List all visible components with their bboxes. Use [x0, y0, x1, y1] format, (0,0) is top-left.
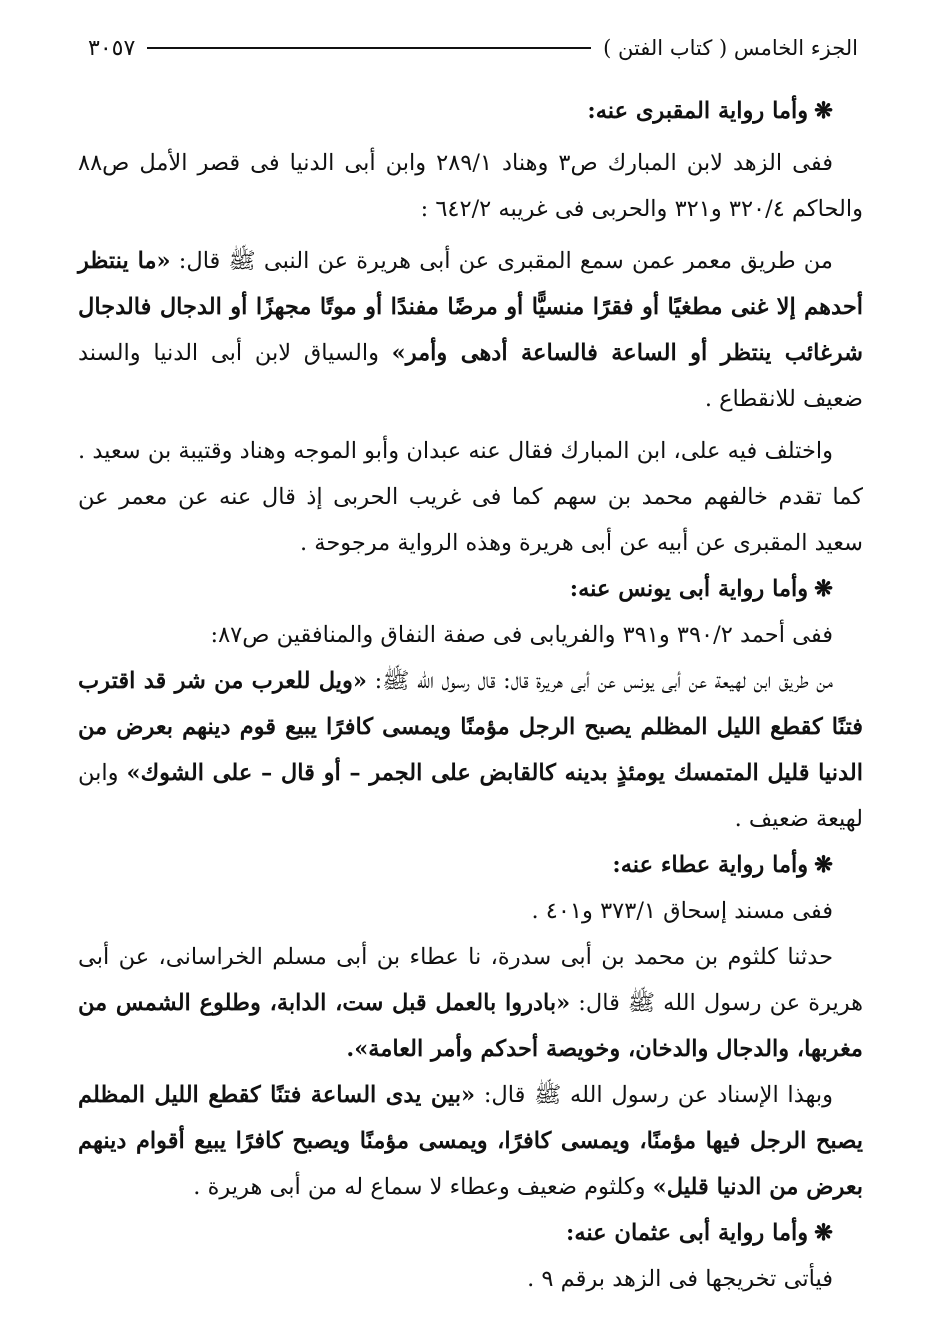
paragraph: ففى مسند إسحاق ٣٧٣/١ و٤٠١ . — [531, 898, 833, 924]
paragraph: واختلف فيه على، ابن المبارك فقال عنه عبدان وأبو الموجه وهناد وقتيبة بن سعيد . كما تقدم خالفهم محمد بن سهم كما فى غريب الحربى إذ قال عنه عن معمر عن سعيد المقبرى عن أبيه عن أبى هريرة وهذه الرواية مرجوحة . — [78, 438, 863, 556]
paragraph-hadith — [78, 658, 863, 842]
commentary-text: وابن لهيعة ضعيف . — [78, 760, 863, 832]
paragraph: فيأتى تخريجها فى الزهد برقم ٩ . — [527, 1266, 833, 1292]
hadith-text: «ما ينتظر أحدهم إلا غنى مطغيًا أو فقرًا منسيًّا أو مرضًا مفندًا أو موتًا مجهزًا أو الدجال فالدجال شرغائب ينتظر أو الساعة فالساعة أدهى وأمر» — [78, 248, 864, 366]
paragraph: ففى أحمد ٣٩٠/٢ و٣٩١ والفريابى فى صفة النفاق والمنافقين ص٨٧: — [210, 622, 833, 648]
heading-text: وأما رواية عطاء عنه: — [612, 852, 809, 878]
page-number: ٣٠٥٧ — [88, 35, 136, 61]
end-punct: . — [346, 1036, 355, 1062]
paragraph-hadith — [78, 238, 863, 422]
star-bullet-icon: ❋ — [814, 852, 833, 878]
hadith-text: «بين يدى الساعة فتنًا كقطع الليل المظلم يصبح الرجل فيها مؤمنًا، ويمسى كافرًا، ويمسى مؤمنًا ويصبح كافرًا يبيع أقوام دينهم بعرض من الدنيا قليل» — [78, 1082, 863, 1200]
isnad-text: من طريق ابن لهيعة عن أبى يونس عن أبى هريرة قال: قال رسول الله ﷺ: — [367, 668, 834, 694]
running-title: الجزء الخامس ( كتاب الفتن ) — [603, 36, 858, 60]
hadith-text: «بادروا بالعمل قبل ست، الدابة، وطلوع الشمس من مغربها، والدجال والدخان، وخويصة أحدكم وأمر العامة» — [78, 990, 863, 1062]
page-header — [88, 28, 858, 68]
commentary-text: والسياق لابن أبى الدنيا والسند ضعيف للانقطاع . — [78, 340, 863, 412]
paragraph: ففى الزهد لابن المبارك ص٣ وهناد ٢٨٩/١ وابن أبى الدنيا فى قصر الأمل ص٨٨ والحاكم ٣٢٠/٤ و٣٢١ والحربى فى غريبه ٦٤٢/٢ : — [78, 150, 863, 222]
heading-text: وأما رواية أبى عثمان عنه: — [566, 1220, 809, 1246]
page-body — [78, 88, 863, 1302]
isnad-text: وبهذا الإسناد عن رسول الله ﷺ قال: — [475, 1082, 833, 1108]
section-heading-abu-yunus — [78, 566, 863, 612]
section-heading-ata — [78, 842, 863, 888]
isnad-text: من طريق معمر عمن سمع المقبرى عن أبى هريرة عن النبى ﷺ قال: — [170, 248, 833, 274]
paragraph-hadith — [78, 1072, 863, 1210]
heading-text: وأما رواية المقبرى عنه: — [587, 98, 809, 124]
commentary-text: وكلثوم ضعيف وعطاء لا سماع له من أبى هريرة . — [193, 1174, 653, 1200]
section-heading-maqburi — [78, 88, 863, 134]
paragraph-hadith — [78, 934, 863, 1072]
hadith-text: «ويل للعرب من شر قد اقترب فتنًا كقطع الليل المظلم يصبح الرجل مؤمنًا ويمسى كافرًا يبيع قوم دينهم بعرض من الدنيا قليل المتمسك يومئذٍ بدينه كالقابض على الجمر – أو قال – على الشوك» — [78, 668, 863, 786]
star-bullet-icon: ❋ — [814, 576, 833, 602]
isnad-text: حدثنا كلثوم بن محمد بن أبى سدرة، نا عطاء بن أبى مسلم الخراسانى، عن أبى هريرة عن رسول الله ﷺ قال: — [78, 944, 863, 1016]
heading-text: وأما رواية أبى يونس عنه: — [569, 576, 809, 602]
header-rule — [147, 47, 591, 49]
star-bullet-icon: ❋ — [814, 1220, 833, 1246]
section-heading-abu-uthman — [78, 1210, 863, 1256]
star-bullet-icon: ❋ — [814, 98, 833, 124]
